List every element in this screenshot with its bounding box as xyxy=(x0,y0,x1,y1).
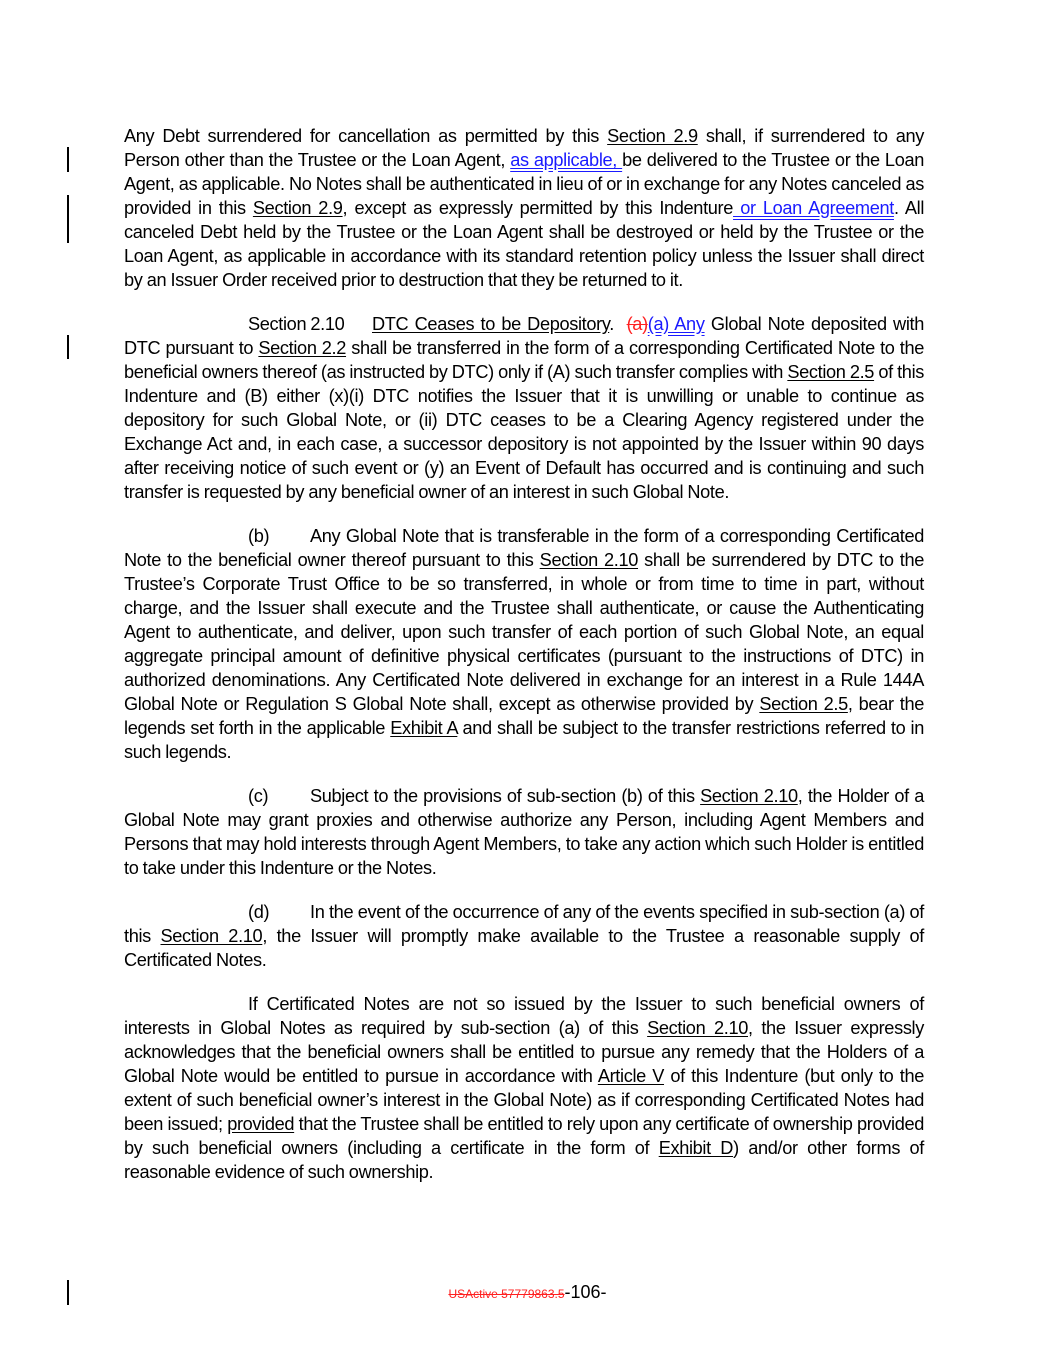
change-bar xyxy=(67,195,69,243)
cross-reference-link[interactable]: Section 2.2 xyxy=(258,338,347,358)
defined-term: provided xyxy=(227,1114,295,1134)
section-2-10-paragraph: Section 2.10 DTC Ceases to be Depository. (a)(a) Any Global Note deposited with DTC pursuant to Section 2.2 shall be transferred in the form of a corresponding Certificated Note to the beneficial owners thereof (as instructed by DTC) only if (A) such transfer complies with Section 2.5 of this Indenture and (B) either (x)(i) DTC notifies the Issuer that it is unwilling or unable to continue as depository for such Global Note, or (ii) DTC ceases to be a Clearing Agency registered under the Exchange Act and, in each case, a successor depository is not appointed by the Issuer within 90 days after receiving notice of such event or (y) an Event of Default has occurred and is continuing and such transfer is requested by any beneficial owner of an interest in such Global Note. xyxy=(124,314,924,502)
cross-reference-link[interactable]: Section 2.10 xyxy=(700,786,798,806)
change-bar xyxy=(67,335,69,359)
cross-reference-link[interactable]: Section 2.10 xyxy=(539,550,639,570)
cross-reference-link[interactable]: Section 2.9 xyxy=(252,198,343,218)
cross-reference-link[interactable]: Section 2.5 xyxy=(787,362,875,382)
cross-reference-link[interactable]: Exhibit D xyxy=(658,1138,734,1158)
document-page xyxy=(124,124,924,1204)
subsection-label: (c) xyxy=(248,786,269,806)
deleted-document-id: USActive 57779863.5 xyxy=(448,1287,565,1301)
subsection-d-paragraph: (d) In the event of the occurrence of any of the events specified in sub-section (a) of this Section 2.10, the Issuer will promptly make available to the Trustee a reasonable supply of Certificated Notes. xyxy=(124,902,924,970)
subsection-c-paragraph: (c) Subject to the provisions of sub-section (b) of this Section 2.10, the Holder of a Global Note may grant proxies and otherwise authorize any Person, including Agent Members and Persons that may hold interests through Agent Members, to take any action which such Holder is entitled to take under this Indenture or the Notes. xyxy=(124,786,924,878)
closing-paragraph: If Certificated Notes are not so issued by the Issuer to such beneficial owners of interests in Global Notes as required by sub-section (a) of this Section 2.10, the Issuer expressly acknowledges that the beneficial owners shall be entitled to pursue any remedy that the Holders of a Global Note would be entitled to pursue in accordance with Article V of this Indenture (but only to the extent of such beneficial owner’s interest in the Global Note) as if corresponding Certificated Notes had been issued; provided that the Trustee shall be entitled to rely upon any certificate of ownership provided by such beneficial owners (including a certificate in the form of Exhibit D) and/or other forms of reasonable evidence of such ownership. xyxy=(124,994,924,1182)
page-footer xyxy=(0,1280,1055,1306)
cross-reference-link[interactable]: Exhibit A xyxy=(390,718,458,738)
section-heading: DTC Ceases to be Depository xyxy=(372,314,610,334)
cross-reference-link[interactable]: Section 2.10 xyxy=(160,926,263,946)
subsection-b-paragraph: (b) Any Global Note that is transferable in the form of a corresponding Certificated Note to the beneficial owner thereof pursuant to this Section 2.10 shall be surrendered by DTC to the Trustee’s Corporate Trust Office to be so transferred, in whole or from time to time in part, without charge, and the Issuer shall execute and the Trustee shall authenticate, or cause the Authenticating Agent to authenticate, and deliver, upon such transfer of each portion of such Global Note, an equal aggregate principal amount of definitive physical certificates (pursuant to the instructions of DTC) in authorized denominations. Any Certificated Note delivered in exchange for an interest in a Rule 144A Global Note or Regulation S Global Note shall, except as otherwise provided by Section 2.5, bear the legends set forth in the applicable Exhibit A and shall be subject to the transfer restrictions referred to in such legends. xyxy=(124,526,924,762)
inserted-text: (a) Any xyxy=(647,314,705,334)
paragraph-debt-cancellation: Any Debt surrendered for cancellation as permitted by this Section 2.9 shall, if surrendered to any Person other than the Trustee or the Loan Agent, as applicable, be delivered to the Trustee or the Loan Agent, as applicable. No Notes shall be authenticated in lieu of or in exchange for any Notes canceled as provided in this Section 2.9, except as expressly permitted by this Indenture or Loan Agreement. All canceled Debt held by the Trustee or the Loan Agent shall be destroyed or held by the Trustee or the Loan Agent, as applicable in accordance with its standard retention policy unless the Issuer shall direct by an Issuer Order received prior to destruction that they be returned to it. xyxy=(124,126,925,290)
cross-reference-link[interactable]: Section 2.10 xyxy=(647,1018,748,1038)
inserted-text: or Loan Agreement xyxy=(733,198,894,218)
page-number: -106- xyxy=(564,1282,607,1302)
section-number: Section 2.10 xyxy=(248,314,345,334)
subsection-label: (b) xyxy=(248,526,270,546)
inserted-text: as applicable, xyxy=(510,150,623,170)
cross-reference-link[interactable]: Section 2.5 xyxy=(759,694,848,714)
change-bar xyxy=(67,147,69,172)
cross-reference-link[interactable]: Article V xyxy=(597,1066,665,1086)
deleted-text: (a) xyxy=(626,314,648,334)
subsection-label: (d) xyxy=(248,902,270,922)
cross-reference-link[interactable]: Section 2.9 xyxy=(607,126,698,146)
